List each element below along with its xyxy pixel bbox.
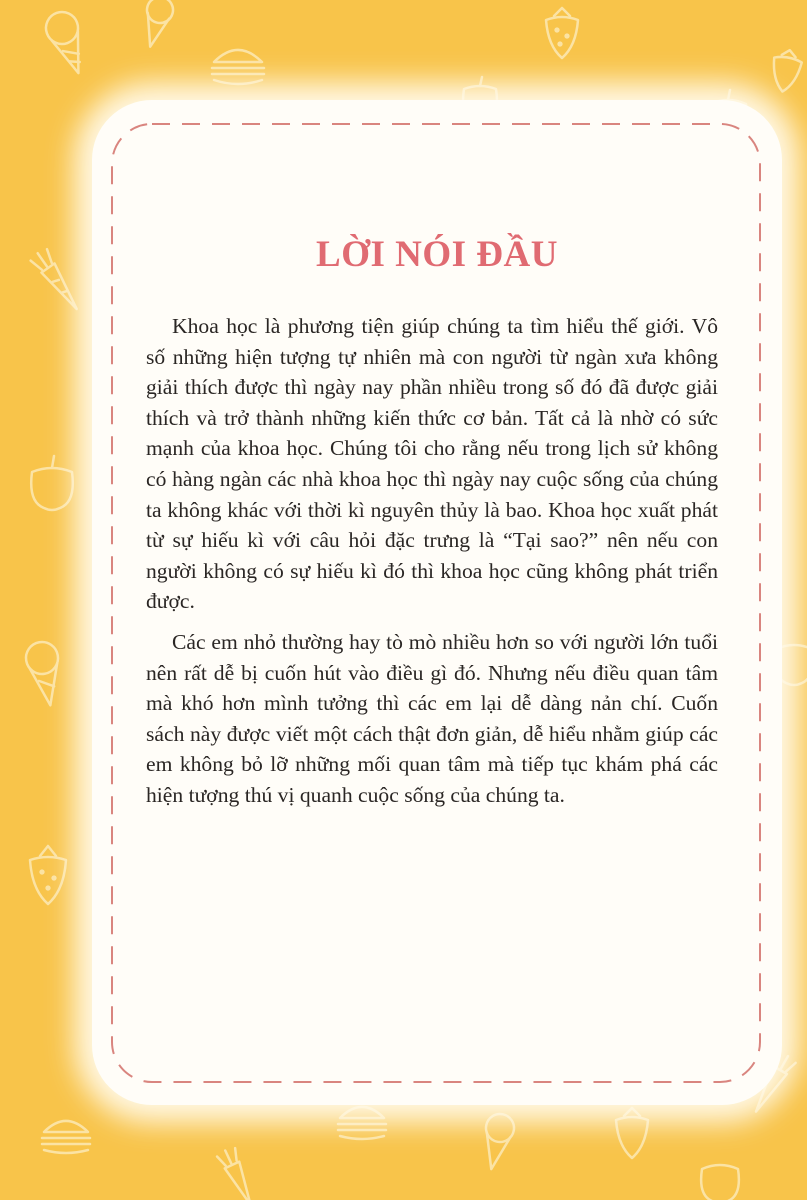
bell-pepper-icon <box>31 456 73 510</box>
strawberry-icon <box>30 846 66 904</box>
preface-body <box>146 311 718 811</box>
paragraph-2: Các em nhỏ thường hay tò mò nhiều hơn so với người lớn tuổi nên rất dễ bị cuốn hút vào điều gì đó. Nhưng nếu điều quan tâm mà khó hơn mình tưởng thì các em lại dễ dàng nản chí. Cuốn sách này được viết một cách thật đơn giản, dễ hiểu nhằm giúp các em không bỏ lỡ những mối quan tâm mà tiếp tục khám phá các hiện tượng thú vị quanh cuộc sống của chúng ta. <box>146 629 718 807</box>
strawberry-icon <box>546 8 578 58</box>
burger-icon <box>212 50 264 84</box>
burger-icon <box>338 1107 386 1139</box>
carrot-icon <box>29 248 84 315</box>
ice-cream-icon <box>478 1111 517 1172</box>
ice-cream-icon <box>23 639 66 708</box>
ice-cream-icon <box>138 0 176 50</box>
bell-pepper-icon <box>701 1165 739 1200</box>
burger-icon <box>42 1121 90 1153</box>
carrot-icon <box>216 1146 259 1200</box>
strawberry-icon <box>769 48 804 94</box>
paragraph-1: Khoa học là phương tiện giúp chúng ta tìm hiểu thế giới. Vô số những hiện tượng tự nhiên mà con người từ ngàn xưa không giải thích được thì ngày nay phần nhiều trong số đó đã được giải thích và trở thành những kiến thức cơ bản. Tất cả là nhờ có sức mạnh của khoa học. Chúng tôi cho rằng nếu trong lịch sử không có hàng ngàn các nhà khoa học thì ngày nay cuộc sống của chúng ta không khác với thời kì nguyên thủy là bao. Khoa học xuất phát từ sự hiếu kì với câu hỏi đặc trưng là “Tại sao?” nên nếu con người không có sự hiếu kì đó thì khoa học cũng không phát triển được. <box>146 314 718 614</box>
ice-cream-icon <box>41 7 93 78</box>
page-title: LỜI NÓI ĐẦU <box>316 234 558 275</box>
strawberry-icon <box>616 1108 648 1158</box>
